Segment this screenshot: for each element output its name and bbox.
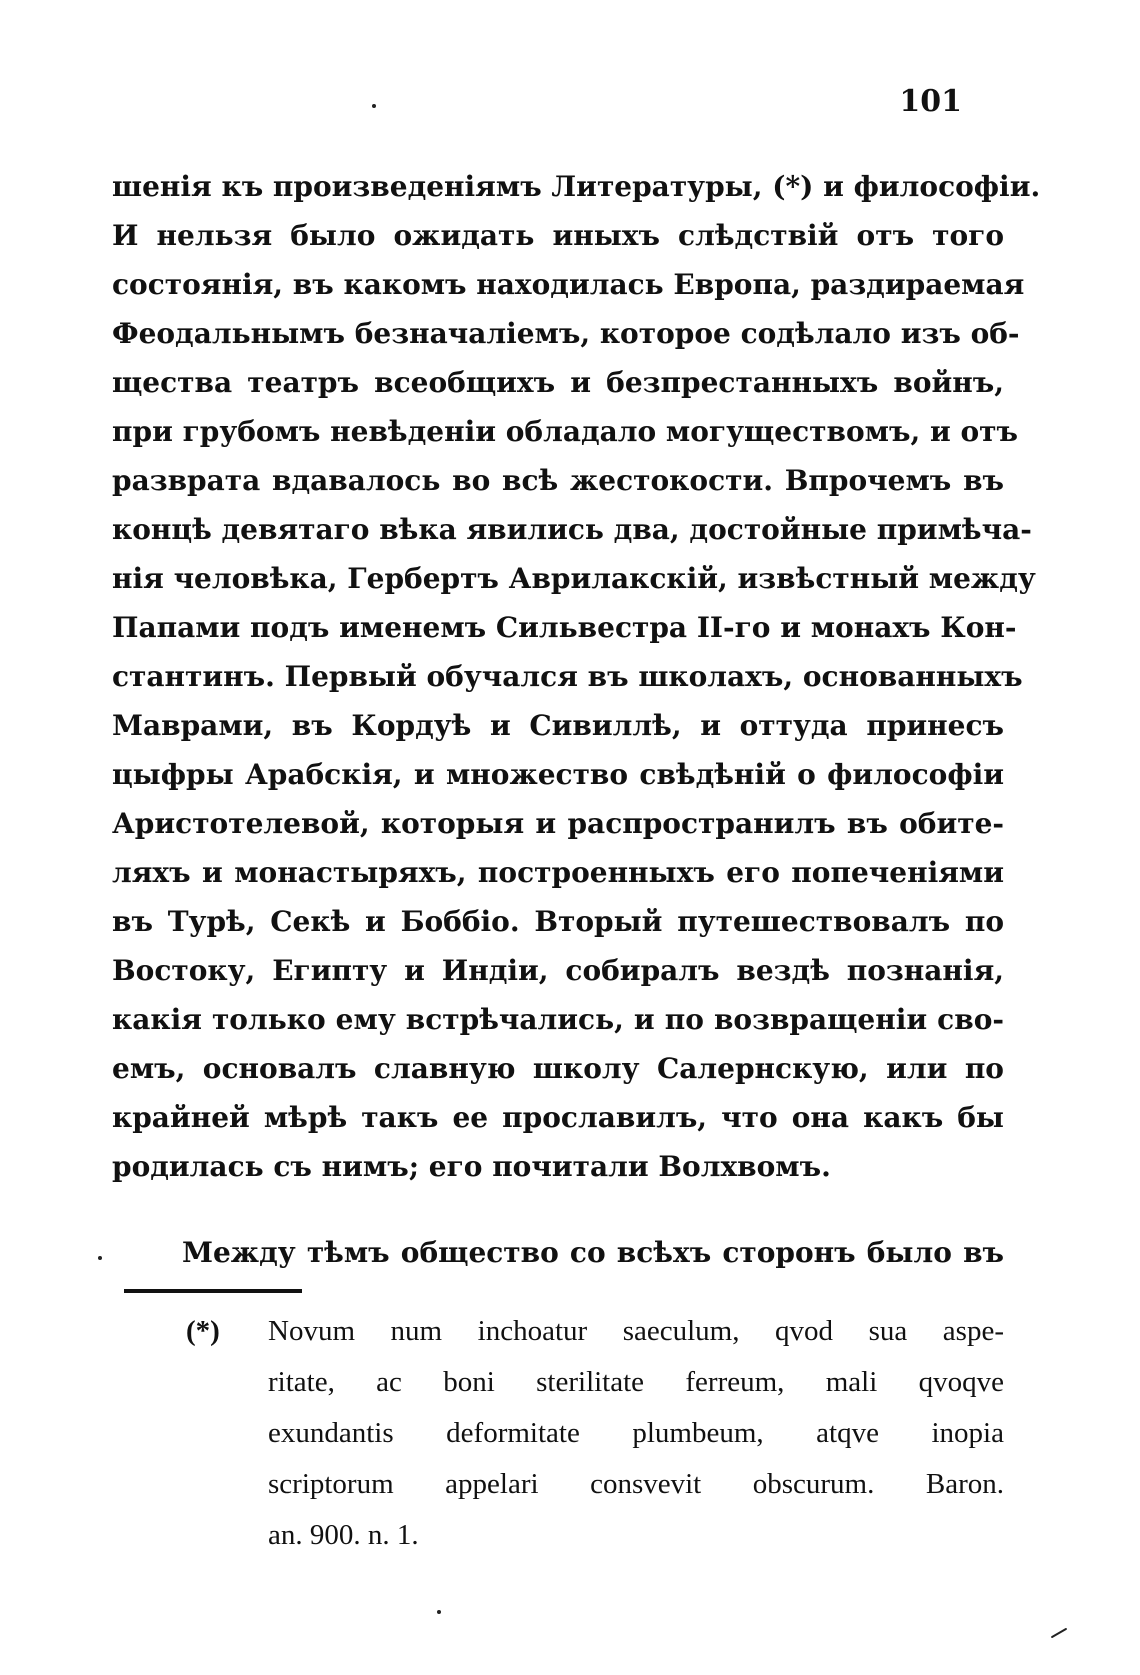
footnote (186, 1306, 1004, 1561)
ink-speck (1051, 1628, 1068, 1639)
footnote-line: scriptorum appelari consvevit obscurum. Baron. (268, 1468, 1004, 1500)
text-line: Маврами, въ Кордуѣ и Сивиллѣ, и оттуда принесъ (112, 709, 1004, 742)
text-line: разврата вдавалось во всѣ жестокости. Впрочемъ въ (112, 464, 1004, 497)
footnote-text: Novum num inchoatur saeculum, qvod sua aspe- (268, 1315, 1004, 1347)
footnote-line: ritate, ac boni sterilitate ferreum, mali qvoqve (268, 1366, 1004, 1398)
text-line: Между тѣмъ общество со всѣхъ сторонъ было въ (182, 1236, 1004, 1269)
text-line: концѣ девятаго вѣка явились два, достойные примѣча- (112, 513, 1032, 546)
footnote-marker: (*) (186, 1315, 220, 1347)
text-line: крайней мѣрѣ такъ ее прославилъ, что она какъ бы (112, 1101, 1004, 1134)
text-line: какія только ему встрѣчались, и по возвращеніи сво- (112, 1003, 1004, 1036)
text-line: Феодальнымъ безначаліемъ, которое содѣлало изъ об- (112, 317, 1020, 350)
second-paragraph (112, 1228, 1004, 1277)
text-line: шенія къ произведеніямъ Литературы, (*) и философіи. (112, 170, 1041, 203)
text-line: стантинъ. Первый обучался въ школахъ, основанныхъ (112, 660, 1023, 693)
text-line: Востоку, Египту и Индіи, собиралъ вездѣ познанія, (112, 954, 1004, 987)
text-line: Папами подъ именемъ Сильвестра II-го и монахъ Кон- (112, 611, 1017, 644)
text-line: родилась съ нимъ; его почитали Волхвомъ. (112, 1150, 831, 1183)
footnote-line: exundantis deformitate plumbeum, atqve inopia (268, 1417, 1004, 1449)
page-number: 101 (899, 84, 962, 119)
text-line: цыфры Арабскія, и множество свѣдѣній о философіи (112, 758, 1004, 791)
text-line: въ Турѣ, Секѣ и Боббіо. Вторый путешествовалъ по (112, 905, 1004, 938)
footnote-line (186, 1306, 1004, 1357)
main-paragraph (112, 162, 1041, 1191)
footnote-divider (124, 1289, 302, 1293)
text-line: состоянія, въ какомъ находилась Европа, раздираемая (112, 268, 1025, 301)
ink-speck (98, 1256, 102, 1260)
text-line: при грубомъ невѣденіи обладало могуществомъ, и отъ (112, 415, 1018, 448)
text-line: Аристотелевой, которыя и распространилъ въ обите- (112, 807, 1004, 840)
text-line: нія человѣка, Гербертъ Аврилакскій, извѣстный между (112, 562, 1036, 595)
text-line: емъ, основалъ славную школу Салернскую, или по (112, 1052, 1004, 1085)
text-line: щества театръ всеобщихъ и безпрестанныхъ войнъ, (112, 366, 1004, 399)
ink-speck (437, 1610, 441, 1614)
text-line: ляхъ и монастыряхъ, построенныхъ его попеченіями (112, 856, 1004, 889)
text-line: И нельзя было ожидать иныхъ слѣдствій отъ того (112, 219, 1004, 252)
ink-speck (372, 104, 376, 108)
footnote-line: an. 900. n. 1. (268, 1519, 419, 1551)
